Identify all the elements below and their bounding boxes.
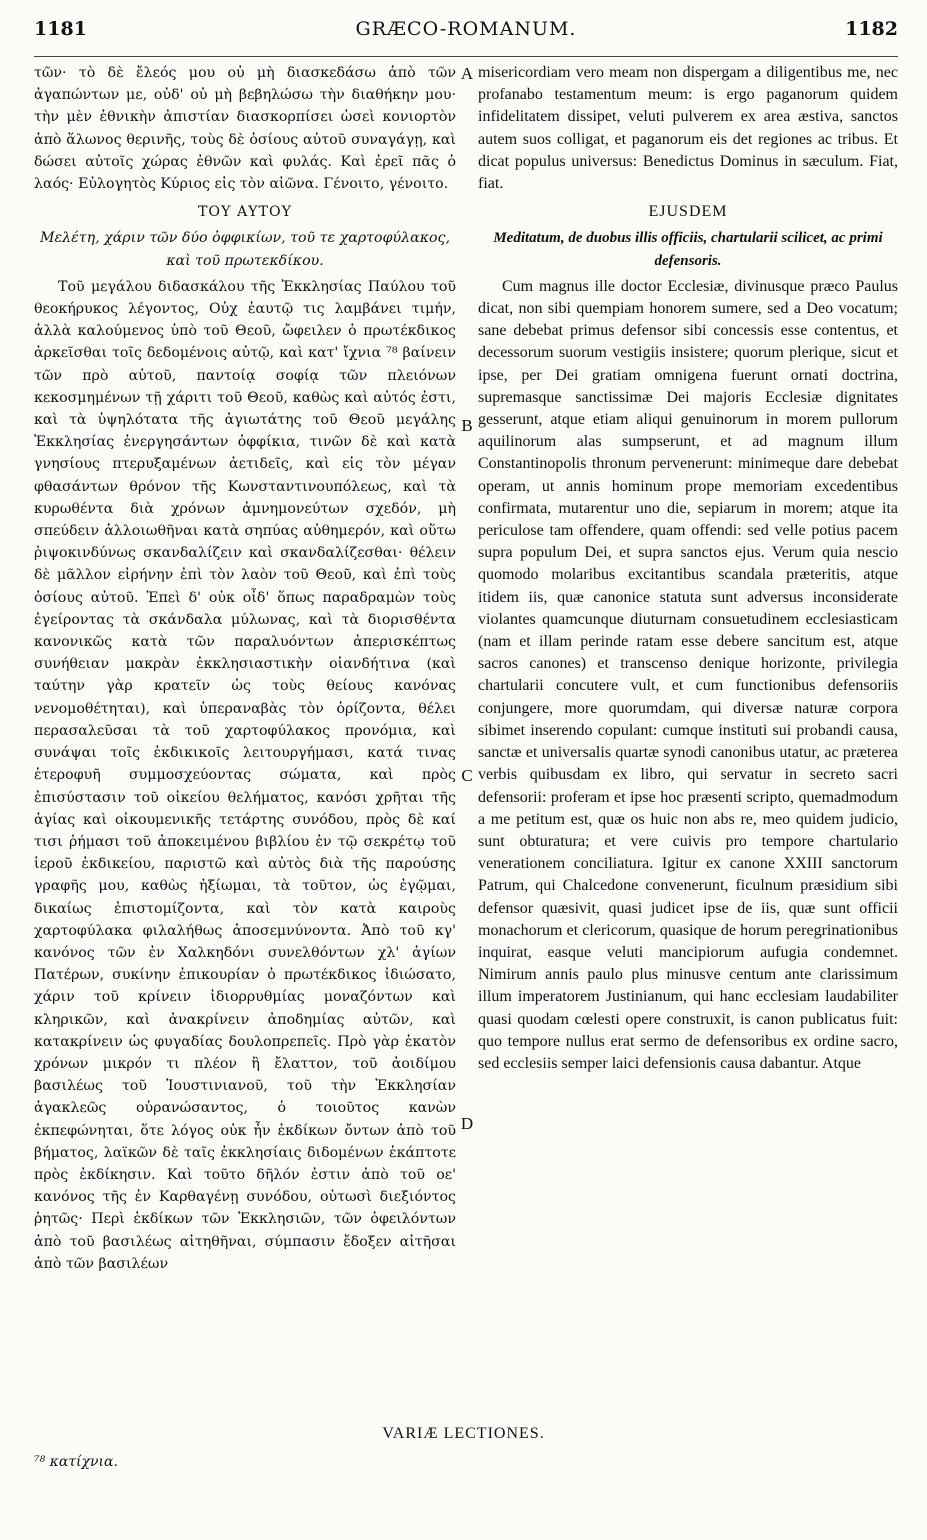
running-title: GRÆCO-ROMANUM. [355,18,577,40]
variae-lectiones-title: VARIÆ LECTIONES. [382,1425,545,1442]
page-number-left: 1181 [34,18,87,40]
header-rule [34,56,898,57]
greek-column [34,62,456,1275]
section-marker-c: C [461,766,473,785]
section-marker-a: A [460,64,474,83]
latin-intro: misericordiam vero meam non dispergam a diligentibus me, nec profanabo testamentum meum: is ergo paganorum quidem infidelitatem dissipet, veluti pulverem ex area æstiva, sanctos autem suos colligat, et paganorum eis det regiones ac tribus. Et dicat populus universus: Benedictus Dominus in sæculum. Fiat, fiat. [478,64,898,193]
section-marker-b: B [461,416,473,435]
greek-subtitle: Μελέτη, χάριν τῶν δύο ὀφφικίων, τοῦ τε χαρτοφύλακος, καὶ τοῦ πρωτεκδίκου. [40,230,450,269]
greek-heading: ΤΟΥ ΑΥΤΟΥ [197,204,293,221]
section-marker-d: D [460,1114,474,1133]
footnote-78: ⁷⁸ κατίχνια. [34,1454,118,1470]
latin-subtitle: Meditatum, de duobus illis officiis, chartularii scilicet, ac primi defensoris. [493,230,883,269]
page-header [34,18,898,48]
latin-heading: EJUSDEM [648,203,728,221]
page-number-right: 1182 [845,18,898,40]
greek-intro: τῶν· τὸ δὲ ἔλεός μου οὐ μὴ διασκεδάσω ἀπὸ τῶν ἀγαπώντων με, οὐδ' οὐ μὴ βεβηλώσω τὴν διαθήκην μου· τὴν μὲν ἐθνικὴν ἀπιστίαν διασκορπίσει ὡσεὶ κονιορτὸν ἀπὸ ἅλωνος θερινῆς, τοὺς δὲ ὁσίους αὐτοῦ συναγάγῃ, καὶ δώσει αὐτοῖς χώρας ἐθνῶν καὶ φυλάς. Καὶ ἐρεῖ πᾶς ὁ λαός· Εὐλογητὸς Κύριος εἰς τὸν αἰῶνα. Γένοιτο, γένοιτο. [34,65,456,193]
latin-body: Cum magnus ille doctor Ecclesiæ, divinusque præco Paulus dicat, non sibi quempiam honorem sumere, sed a Deo vocatum; sane debebat primus defensor sibi concessis esse contentus, et decessorum suorum vestigiis insistere; quorum plerique, sicut et ipse, per Dei gratiam omnigena fuerunt ornati doctrina, supremasque sanctissimæ Dei majoris Ecclesiæ dignitates gesserunt, atque etiam aliqui genuinorum in morem pullorum aquilinorum alas sumpserunt, et ad magnum illum Constantinopolis thronum pervenerunt: minimeque dare debebat operam, ut annis hominum prope memoriam excedentibus confirmata, mutarentur uno die, sepiarum in morem; atque ita periculose tam offendere, quam offendi: sed velle potius pacem supra populum Dei, et supra sanctos ejus. Verum quia nescio quomodo molaribus excitantibus scandala præteritis, atque itidem iis, quæ canonice statuta sunt adversus inconsiderate violantes quamcunque diuturnam consuetudinem ecclesiasticam (nam et illam perinde ratam esse debere sancitum est, atque sacros canones) et transcenso denique horizonte, privilegia chartularii concutere vult, et cum functionibus defensoriis conjungere, more quorumdam, qui diversæ naturæ corpora sibimet inserendo copulant: cumque instituti sui probandi causa, sanctæ et universalis quartæ synodi canonibus utatur, ac præterea verbis quibusdam ex libro, qui servatur in secreto sacri defensorii: proferam et ipse hoc præsenti scripto, quemadmodum a me petitum est, quæ os huic non abs re, meo quidem judicio, sunt obturatura; et vere cuivis pro tempore chartulario venerationem conciliatura. Igitur ex canone XXIII sanctorum Patrum, qui Chalcedone convenerunt, ficulnum præsidium sibi defensor quæsivit, quasi judicet ipse de iis, quæ sunt officii monachorum et clericorum, quasique de horum peregrinationibus inquirat, easque veluti mancipiorum aufugia condemnet. Nimirum annis paulo plus minusve centum ante clarissimum illum imperatorem Justinianum, qui hanc ecclesiam laudabiliter quasi quodam cœlesti opere construxit, is canon publicatus fuit: quo tempore nullus erat sermo de defensoribus ex ordine sacro, sed ecclesiis semper laici defensionis causa dabantur. Atque [478,277,898,1072]
latin-column [478,62,898,1075]
greek-body: Τοῦ μεγάλου διδασκάλου τῆς Ἐκκλησίας Παύλου τοῦ θεοκήρυκος λέγοντος, Οὐχ ἑαυτῷ τις λαμβάνει τιμήν, ἀλλὰ καλούμενος ὑπὸ τοῦ Θεοῦ, ὤφειλεν ὁ πρωτέκδικος ἀρκεῖσθαι τοῖς δεδομένοις αὐτῷ, καὶ κατ' ἴχνια ⁷⁸ βαίνειν τῶν πρὸ αὐτοῦ, παντοίᾳ σοφίᾳ τῶν πλειόνων κεκοσμημένων τῇ χάριτι τοῦ Θεοῦ, καθὼς καὶ αὐτός ἐστι, καὶ τὰ ὑψηλότατα τῆς ἁγιωτάτης τοῦ Θεοῦ μεγάλης Ἐκκλησίας ἐνεργησάντων ὀφφίκια, τινῶν δὲ καὶ κατὰ γνησίους πτερυξαμένων ἀετιδεῖς, καὶ εἰς τὸν μέγαν φθασάντων θρόνον τῆς Κωνσταντινουπόλεως, καὶ τὰ κυρωθέντα διὰ χρόνων ἀμνημονεύτων σχεδόν, μὴ σπεύδειν ἀλλοιωθῆναι κατὰ σηπύας αὐθημερόν, καὶ οὕτω ῥιψοκινδύνως σκανδαλίζειν καὶ σκανδαλίζεσθαι· θέλειν δὲ μᾶλλον εἰρήνην ἐπὶ τὸν λαὸν τοῦ Θεοῦ, καὶ ἐπὶ τοὺς ὁσίους αὐτοῦ. Ἐπεὶ δ' οὐκ οἶδ' ὅπως παραδραμὼν τοὺς ἐγείροντας τὰ σκάνδαλα μύλωνας, καὶ τὰ διορισθέντα κανονικῶς κατὰ τῶν παραλυόντων ἀπερισκέπτως συνήθειαν μακρὰν ἐκκλησιαστικὴν οἱανδήτινα (καὶ ταύτην γὰρ κρατεῖν ὡς τοὺς θείους κανόνας νενομοθέτηται), καὶ ὑπεραναβὰς τὸν ὁρίζοντα, θέλει περασαλεῦσαι τὰ τοῦ χαρτοφύλακος προνόμια, καὶ συνάψαι τοῖς ἐκδικικοῖς λειτουργήμασι, κατά τινας ἑτεροφυῆ συμμοσχεύοντας σώματα, καὶ πρὸς ἐπισύστασιν τοῦ οἰκείου θελήματος, κανόσι χρῆται τῆς ἁγίας καὶ οἰκουμενικῆς τετάρτης συνόδου, πρὸς δὲ καί τισι ῥήμασι τοῦ ἀποκειμένου βιβλίου ἐν τῷ σεκρέτῳ τοῦ ἱεροῦ ἐκδικείου, παριστῶ καὶ αὐτὸς διὰ τῆς παρούσης γραφῆς μου, καθὼς ἠξίωμαι, τὰ τοῦτον, ὡς ἐγῷμαι, δικαίως ἐπιστομίζοντα, καὶ τὸν κατὰ καιροὺς χαρτοφύλακα φιλαλήθως ἀποσεμνύνοντα. Ἀπὸ τοῦ κγ' κανόνος τῶν ἐν Χαλκηδόνι συνελθόντων χλ' ἁγίων Πατέρων, συκίνην ἐπικουρίαν ὁ πρωτέκδικος ἰδιώσατο, χάριν τοῦ κρίνειν ἰδιορρυθμίας μοναζόντων καὶ κληρικῶν, καὶ ἀνακρίνειν ἀποδημίας αὐτῶν, καὶ κατακρίνειν ὡς φυγαδίας δουλοπρεπεῖς. Πρὸ γὰρ ἑκατὸν χρόνων μικρόν τι πλέον ἢ ἔλαττον, τοῦ ἀοιδίμου βασιλέως τοῦ Ἰουστινιανοῦ, τοῦ τὴν Ἐκκλησίαν ἀγακλεῶς οὐρανώσαντος, ὁ τοιοῦτος κανὼν ἐκπεφώνηται, ὅτε λόγος οὐκ ἦν ἐκδίκων ὄντων ἀπὸ τοῦ βήματος, λαϊκῶν δὲ ταῖς ἐκκλησίαις διδομένων ἑκάπτοτε πρὸς ἐκδίκησιν. Καὶ τοῦτο δῆλόν ἐστιν ἀπὸ τοῦ οε' κανόνος τῆς ἐν Καρθαγένῃ συνόδου, οὑτωσὶ διεξιόντος ῥητῶς· Περὶ ἐκδίκων τῶν Ἐκκλησιῶν, τῶν ὀφειλόντων ἀπὸ τοῦ βασιλέως αἰτηθῆναι, σύμπασιν ἔδοξεν αἰτῆσαι ἀπὸ τῶν βασιλέων [34,278,456,1272]
